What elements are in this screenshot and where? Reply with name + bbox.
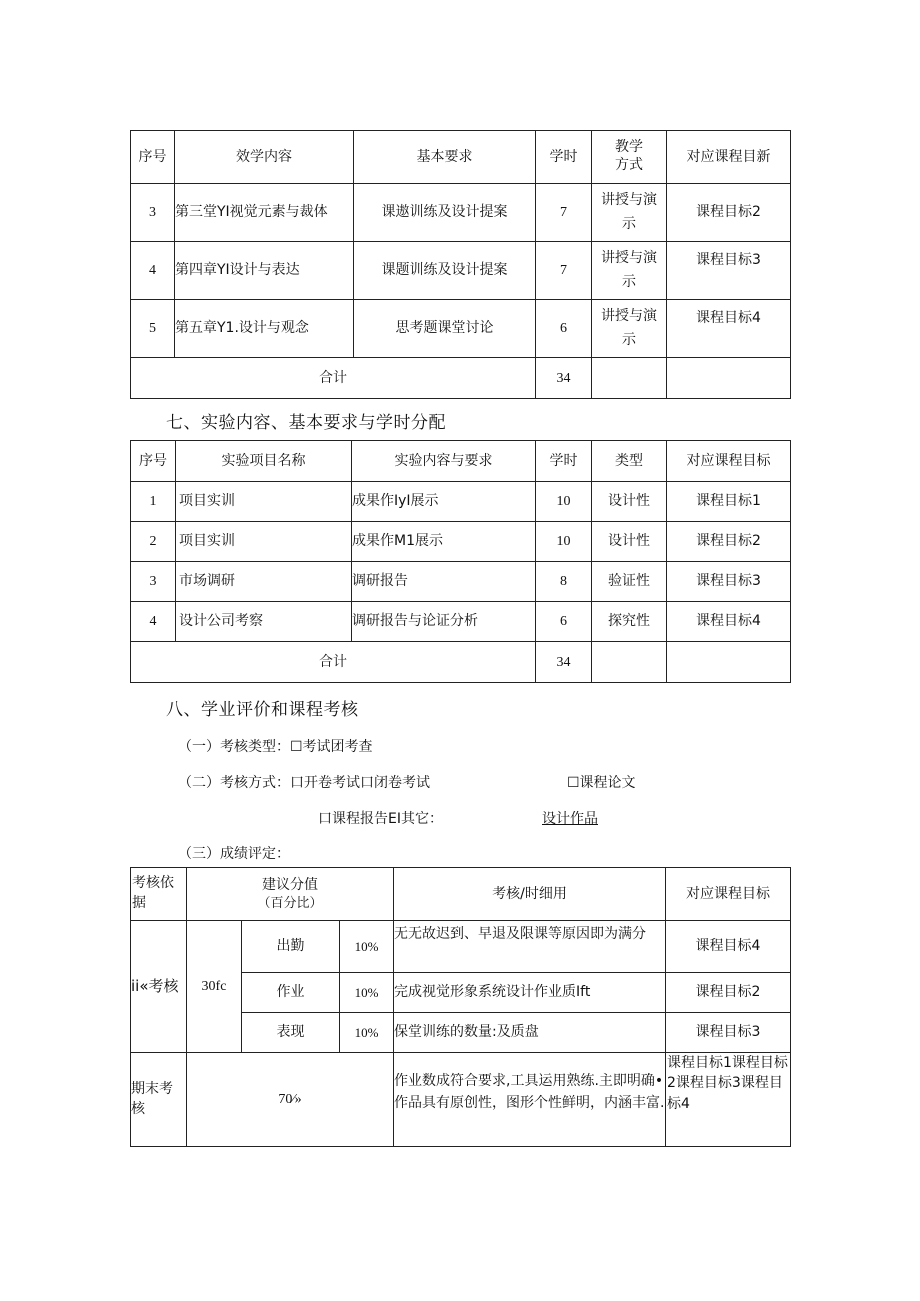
item-target: 课程目标4 bbox=[666, 921, 791, 973]
final-desc: 作业数成符合要求,工具运用熟练.主即明确•作品具有原创性，图形个性鲜明，内涵丰富. bbox=[394, 1053, 666, 1147]
total-row bbox=[131, 358, 791, 399]
item-desc: 无无故迟到、早退及限课等原因即为满分 bbox=[394, 921, 666, 973]
header-no: 序号 bbox=[131, 131, 175, 184]
empty-cell bbox=[592, 642, 667, 683]
table-row bbox=[131, 300, 791, 358]
final-exam-label: 期末考核 bbox=[131, 1053, 187, 1147]
header-target: 对应课程目标 bbox=[667, 441, 791, 482]
row-hours: 6 bbox=[536, 300, 592, 358]
final-weight: 70⁄» bbox=[187, 1053, 394, 1147]
item-pct: 10% bbox=[340, 973, 394, 1013]
table-row bbox=[131, 1053, 791, 1147]
row-content: 调研报告 bbox=[352, 562, 536, 602]
header-content: 实验内容与要求 bbox=[352, 441, 536, 482]
empty-cell bbox=[667, 642, 791, 683]
row-target: 课程目标3 bbox=[667, 242, 791, 300]
header-hours: 学时 bbox=[536, 441, 592, 482]
header-no: 序号 bbox=[131, 441, 176, 482]
grading-table bbox=[130, 867, 791, 1147]
row-content: 第四章YI设计与表达 bbox=[175, 242, 354, 300]
header-requirement: 基本要求 bbox=[354, 131, 536, 184]
row-requirement: 课遨训练及设计提案 bbox=[354, 184, 536, 242]
total-row bbox=[131, 642, 791, 683]
header-weight bbox=[187, 868, 394, 921]
row-name: 项目实训 bbox=[176, 482, 352, 522]
table-row bbox=[131, 921, 791, 973]
row-target: 课程目标4 bbox=[667, 300, 791, 358]
teaching-content-table bbox=[130, 130, 791, 399]
experiment-table bbox=[130, 440, 791, 683]
item-target: 课程目标2 bbox=[666, 973, 791, 1013]
row-type: 探究性 bbox=[592, 602, 667, 642]
final-target: 课程目标1课程目标2课程目标3课程目标4 bbox=[666, 1053, 791, 1147]
row-no: 1 bbox=[131, 482, 176, 522]
grading-line: （三）成绩评定： bbox=[178, 846, 290, 862]
row-content: 第五章Y1.设计与观念 bbox=[175, 300, 354, 358]
total-hours: 34 bbox=[536, 642, 592, 683]
item-name: 出勤 bbox=[242, 921, 340, 973]
other-value: 设计作品 bbox=[542, 811, 598, 827]
row-no: 3 bbox=[131, 562, 176, 602]
row-name: 设计公司考察 bbox=[176, 602, 352, 642]
row-target: 课程目标1 bbox=[667, 482, 791, 522]
row-target: 课程目标3 bbox=[667, 562, 791, 602]
section8-title: 八、学业评价和课程考核 bbox=[166, 700, 359, 720]
row-method: 讲授与演示 bbox=[592, 184, 667, 242]
header-name: 实验项目名称 bbox=[176, 441, 352, 482]
header-method-line1: 教学 bbox=[615, 139, 643, 156]
regular-assessment-label: ii«考核 bbox=[131, 921, 187, 1053]
row-target: 课程目标2 bbox=[667, 522, 791, 562]
row-type: 验证性 bbox=[592, 562, 667, 602]
row-no: 2 bbox=[131, 522, 176, 562]
header-basis: 考核依据 bbox=[131, 868, 187, 921]
header-target: 对应课程目新 bbox=[667, 131, 791, 184]
table-row bbox=[131, 184, 791, 242]
row-hours: 8 bbox=[536, 562, 592, 602]
item-desc: 保堂训练的数量:及质盘 bbox=[394, 1013, 666, 1053]
row-method: 讲授与演示 bbox=[592, 300, 667, 358]
header-criteria: 考核/时细用 bbox=[394, 868, 666, 921]
course-paper-option: ☐课程论文 bbox=[567, 775, 636, 791]
row-target: 课程目标2 bbox=[667, 184, 791, 242]
row-name: 项目实训 bbox=[176, 522, 352, 562]
item-target: 课程目标3 bbox=[666, 1013, 791, 1053]
row-no: 5 bbox=[131, 300, 175, 358]
item-pct: 10% bbox=[340, 1013, 394, 1053]
table-row bbox=[131, 482, 791, 522]
row-method: 讲授与演示 bbox=[592, 242, 667, 300]
row-target: 课程目标4 bbox=[667, 602, 791, 642]
row-requirement: 思考题课堂讨论 bbox=[354, 300, 536, 358]
item-pct: 10% bbox=[340, 921, 394, 973]
header-weight-label: 建议分值 bbox=[262, 876, 318, 893]
table-row bbox=[131, 602, 791, 642]
empty-cell bbox=[592, 358, 667, 399]
row-type: 设计性 bbox=[592, 522, 667, 562]
total-hours: 34 bbox=[536, 358, 592, 399]
row-hours: 10 bbox=[536, 522, 592, 562]
assessment-type-line: （一）考核类型：☐考试团考查 bbox=[178, 739, 373, 755]
header-weight-sub: （百分比） bbox=[257, 895, 323, 911]
header-content: 效学内容 bbox=[175, 131, 354, 184]
row-no: 3 bbox=[131, 184, 175, 242]
total-label: 合计 bbox=[131, 358, 536, 399]
section7-title: 七、实验内容、基本要求与学时分配 bbox=[166, 413, 446, 433]
row-name: 市场调研 bbox=[176, 562, 352, 602]
item-name: 表现 bbox=[242, 1013, 340, 1053]
row-content: 第三堂YI视觉元素与裁体 bbox=[175, 184, 354, 242]
row-no: 4 bbox=[131, 242, 175, 300]
header-type: 类型 bbox=[592, 441, 667, 482]
row-content: 调研报告与论证分析 bbox=[352, 602, 536, 642]
item-desc: 完成视觉形象系统设计作业质Ift bbox=[394, 973, 666, 1013]
row-requirement: 课题训练及设计提案 bbox=[354, 242, 536, 300]
row-content: 成果作M1展示 bbox=[352, 522, 536, 562]
row-no: 4 bbox=[131, 602, 176, 642]
other-option-line: 口课程报告EI其它： bbox=[318, 811, 443, 827]
row-type: 设计性 bbox=[592, 482, 667, 522]
item-name: 作业 bbox=[242, 973, 340, 1013]
assessment-method-line: （二）考核方式：口开卷考试口闭卷考试 bbox=[178, 775, 430, 791]
header-method-line2: 方式 bbox=[615, 158, 643, 173]
total-label: 合计 bbox=[131, 642, 536, 683]
header-method bbox=[592, 131, 667, 184]
row-hours: 7 bbox=[536, 184, 592, 242]
empty-cell bbox=[667, 358, 791, 399]
table-row bbox=[131, 562, 791, 602]
row-hours: 7 bbox=[536, 242, 592, 300]
header-hours: 学时 bbox=[536, 131, 592, 184]
table-row bbox=[131, 522, 791, 562]
row-hours: 10 bbox=[536, 482, 592, 522]
regular-weight: 30fc bbox=[187, 921, 242, 1053]
row-hours: 6 bbox=[536, 602, 592, 642]
header-target: 对应课程目标 bbox=[666, 868, 791, 921]
table-row bbox=[131, 242, 791, 300]
row-content: 成果作IyI展示 bbox=[352, 482, 536, 522]
